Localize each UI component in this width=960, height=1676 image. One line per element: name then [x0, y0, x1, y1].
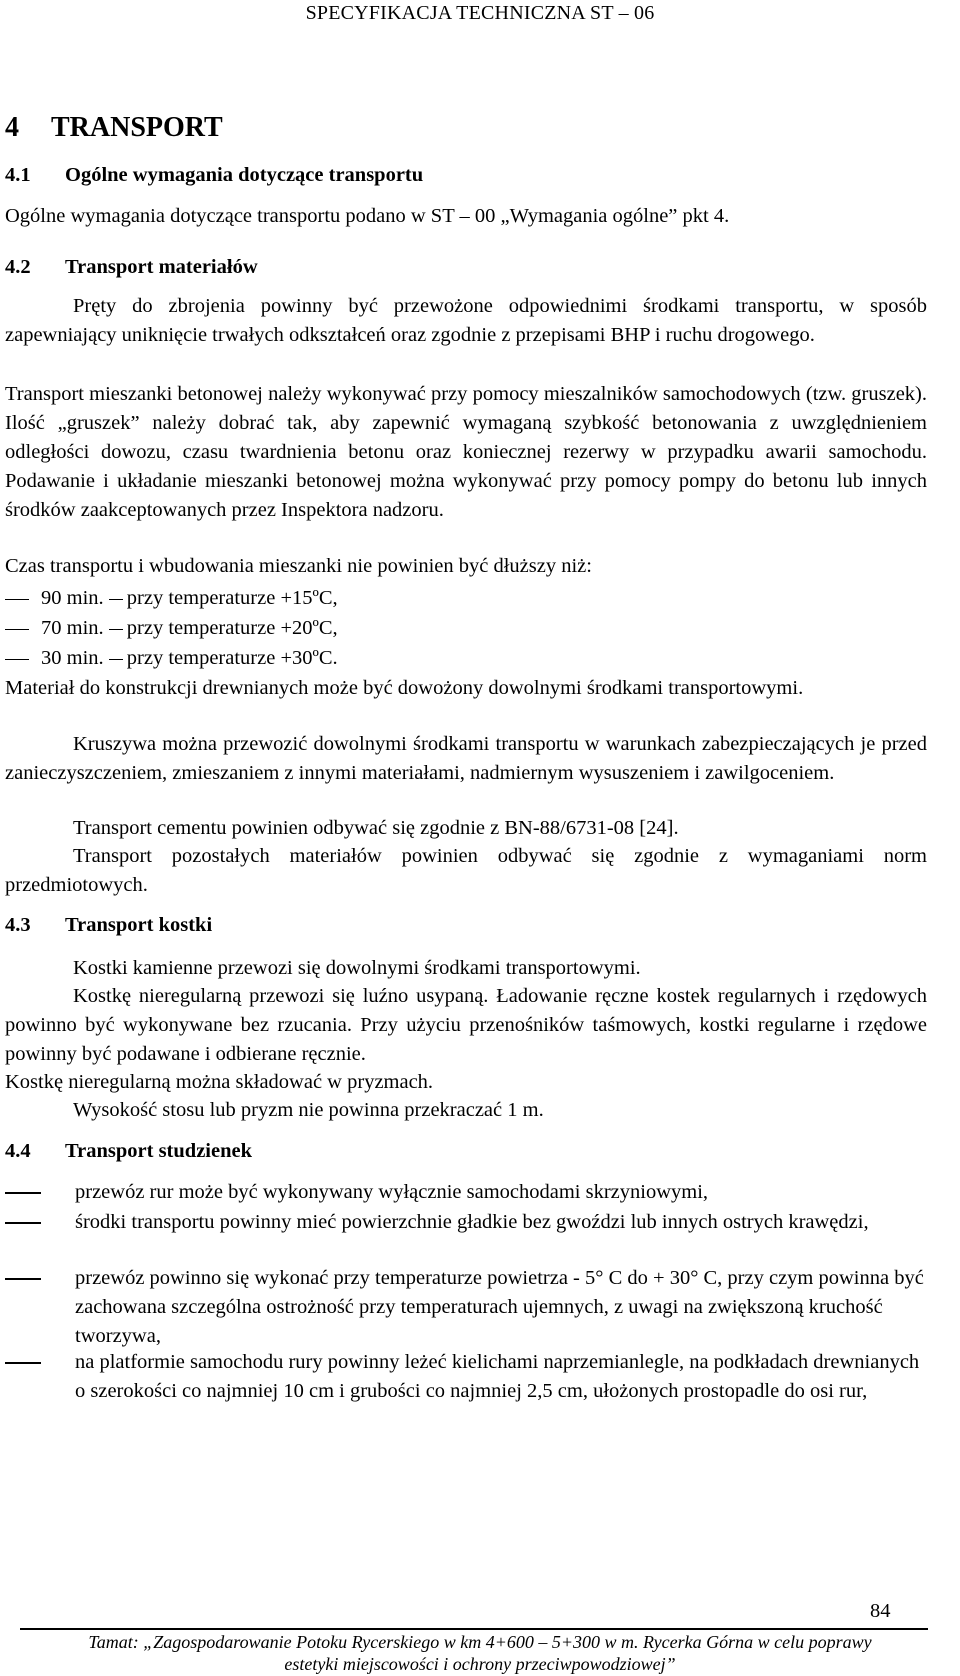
dash-icon	[5, 1222, 41, 1224]
section-heading-4-4	[5, 1140, 252, 1163]
dash-icon	[5, 659, 29, 661]
dash-icon	[5, 599, 29, 601]
paragraph-loading: Kostkę nieregularną przewozi się luźno usypaną. Ładowanie ręczne kostek regularnych i rzędowych powinno być wykonywane bez rzucania. Przy użyciu przenośników taśmowych, kostki regularne i rzędowe powinny być podawane i odbierane ręcznie.	[5, 985, 927, 1065]
section-heading-4-2	[5, 256, 258, 279]
time-item-3: 30 min. przy temperaturze +30ºC.	[5, 644, 338, 673]
paragraph-4-1: Ogólne wymagania dotyczące transportu podano w ST – 00 „Wymagania ogólne” pkt 4.	[5, 205, 730, 227]
section-heading-4-3	[5, 914, 212, 937]
chapter-title: TRANSPORT	[51, 112, 223, 143]
section-title: Transport kostki	[65, 914, 213, 936]
page-number: 84	[870, 1600, 891, 1622]
footer-line-1: Tamat: „Zagospodarowanie Potoku Rycerskiego w km 4+600 – 5+300 w m. Rycerka Górna w celu poprawy	[88, 1632, 872, 1652]
dash-icon	[109, 629, 123, 631]
paragraph-aggregate: Kruszywa można przewozić dowolnymi środkami transportu w warunkach zabezpieczających je przed zanieczyszczeniem, zmieszaniem z innymi materiałami, nadmiernym wysuszeniem i zawilgoceniem.	[5, 733, 927, 784]
dash-icon	[5, 1362, 41, 1364]
paragraph-rebar: Pręty do zbrojenia powinny być przewożone odpowiednimi środkami transportu, w sposób zapewniający uniknięcie trwałych odkształceń oraz zgodnie z przepisami BHP i ruchu drogowego.	[5, 295, 927, 346]
paragraph-other-materials: Transport pozostałych materiałów powinien odbywać się zgodnie z wymaganiami norm przedmiotowych.	[5, 845, 927, 896]
paragraph-stone-cubes: Kostki kamienne przewozi się dowolnymi środkami transportowymi.	[73, 957, 641, 979]
list-item: na platformie samochodu rury powinny leżeć kielichami naprzemianlegle, na podkładach drewnianych o szerokości co najmniej 10 cm i grubości co najmniej 2,5 cm, ułożonych prostopadle do osi rur,	[5, 1348, 927, 1406]
section-title: Transport materiałów	[65, 256, 258, 278]
dash-icon	[5, 629, 29, 631]
paragraph-time-intro: Czas transportu i wbudowania mieszanki nie powinien być dłuższy niż:	[5, 555, 592, 577]
dash-icon	[5, 1192, 41, 1194]
paragraph-height: Wysokość stosu lub pryzm nie powinna przekraczać 1 m.	[73, 1099, 544, 1121]
section-title: Transport studzienek	[65, 1140, 252, 1162]
paragraph-timber: Materiał do konstrukcji drewnianych może być dowożony dowolnymi środkami transportowymi.	[5, 677, 804, 699]
paragraph-cement: Transport cementu powinien odbywać się zgodnie z BN-88/6731-08 [24].	[73, 817, 679, 839]
running-header: SPECYFIKACJA TECHNICZNA ST – 06	[305, 2, 655, 24]
section-number: 4.1	[5, 164, 31, 186]
list-item: przewóz rur może być wykonywany wyłącznie samochodami skrzyniowymi,	[5, 1178, 927, 1207]
time-item-1: 90 min. przy temperaturze +15ºC,	[5, 584, 338, 613]
paragraph-storage: Kostkę nieregularną można składować w pryzmach.	[5, 1071, 434, 1093]
time-item-2: 70 min. przy temperaturze +20ºC,	[5, 614, 338, 643]
chapter-heading	[5, 112, 223, 144]
list-item: przewóz powinno się wykonać przy temperaturze powietrza - 5° C do + 30° C, przy czym powinna być zachowana szczególna ostrożność przy temperaturach ujemnych, z uwagi na zwiększoną kruchość tworzywa,	[5, 1264, 927, 1351]
dash-icon	[109, 659, 123, 661]
chapter-number: 4	[5, 112, 19, 143]
footer-line-2: estetyki miejscowości i ochrony przeciwpowodziowej”	[284, 1654, 676, 1674]
section-number: 4.3	[5, 914, 31, 936]
section-number: 4.2	[5, 256, 31, 278]
paragraph-concrete: Transport mieszanki betonowej należy wykonywać przy pomocy mieszalników samochodowych (tzw. gruszek). Ilość „gruszek” należy dobrać tak, aby zapewnić wymaganą szybkość betonowania z uwzględnieniem odległości dowozu, czasu twardnienia betonu oraz koniecznej rezerwy w przypadku awarii samochodu. Podawanie i układanie mieszanki betonowej można wykonywać przy pomocy pompy do betonu lub innych środków zaakceptowanych przez Inspektora nadzoru.	[5, 383, 927, 521]
dash-icon	[109, 599, 123, 601]
section-number: 4.4	[5, 1140, 31, 1162]
list-item: środki transportu powinny mieć powierzchnie gładkie bez gwoździ lub innych ostrych krawędzi,	[5, 1208, 927, 1237]
dash-icon	[5, 1278, 41, 1280]
section-heading-4-1	[5, 164, 423, 187]
section-title: Ogólne wymagania dotyczące transportu	[65, 164, 424, 186]
